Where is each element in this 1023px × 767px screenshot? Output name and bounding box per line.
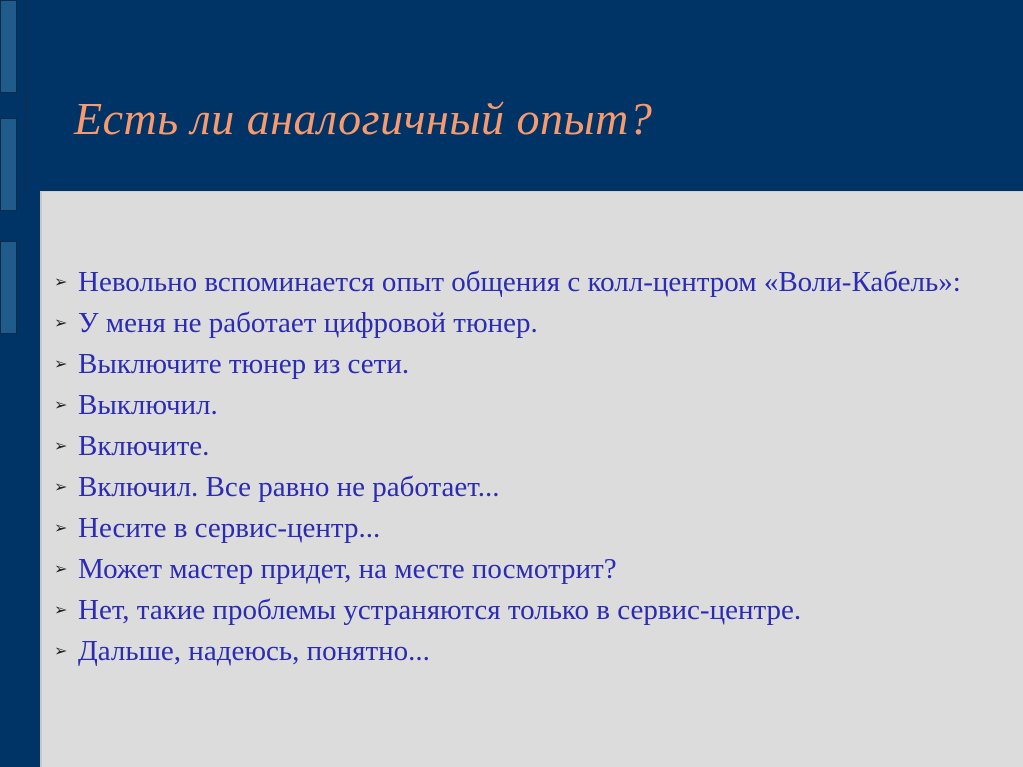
list-item [52,262,1012,303]
bullet-text: Выключите тюнер из сети. [78,348,410,380]
bullet-text: Нет, такие проблемы устраняются только в сервис-центре. [78,594,802,626]
arrow-bullet-icon: ➢ [54,274,68,291]
bullet-list [52,262,1012,672]
bullet-text: Может мастер придет, на месте посмотрит? [78,553,617,585]
arrow-bullet-icon: ➢ [54,397,68,414]
list-item [52,426,1012,467]
list-item [52,590,1012,631]
slide-title: Есть ли аналогичный опыт? [74,93,653,144]
list-item [52,549,1012,590]
list-item [52,303,1012,344]
arrow-bullet-icon: ➢ [54,561,68,578]
arrow-bullet-icon: ➢ [54,479,68,496]
bullet-text: Дальше, надеюсь, понятно... [78,635,430,667]
arrow-bullet-icon: ➢ [54,520,68,537]
list-item [52,385,1012,426]
list-item [52,631,1012,672]
arrow-bullet-icon: ➢ [54,315,68,332]
bullet-text: Включите. [78,430,210,462]
side-decoration-tab [0,118,17,211]
bullet-text: У меня не работает цифровой тюнер. [78,307,538,339]
bullet-text: Включил. Все равно не работает... [78,471,500,503]
list-item [52,467,1012,508]
arrow-bullet-icon: ➢ [54,438,68,455]
side-decoration-tab [0,241,17,334]
list-item [52,344,1012,385]
arrow-bullet-icon: ➢ [54,602,68,619]
bullet-text: Несите в сервис-центр... [78,512,381,544]
bullet-text: Выключил. [78,389,218,421]
bullet-text: Невольно вспоминается опыт общения с колл-центром «Воли-Кабель»: [78,266,961,298]
arrow-bullet-icon: ➢ [54,643,68,660]
arrow-bullet-icon: ➢ [54,356,68,373]
list-item [52,508,1012,549]
side-decoration-line [25,0,27,190]
side-decoration-tab [0,0,17,93]
